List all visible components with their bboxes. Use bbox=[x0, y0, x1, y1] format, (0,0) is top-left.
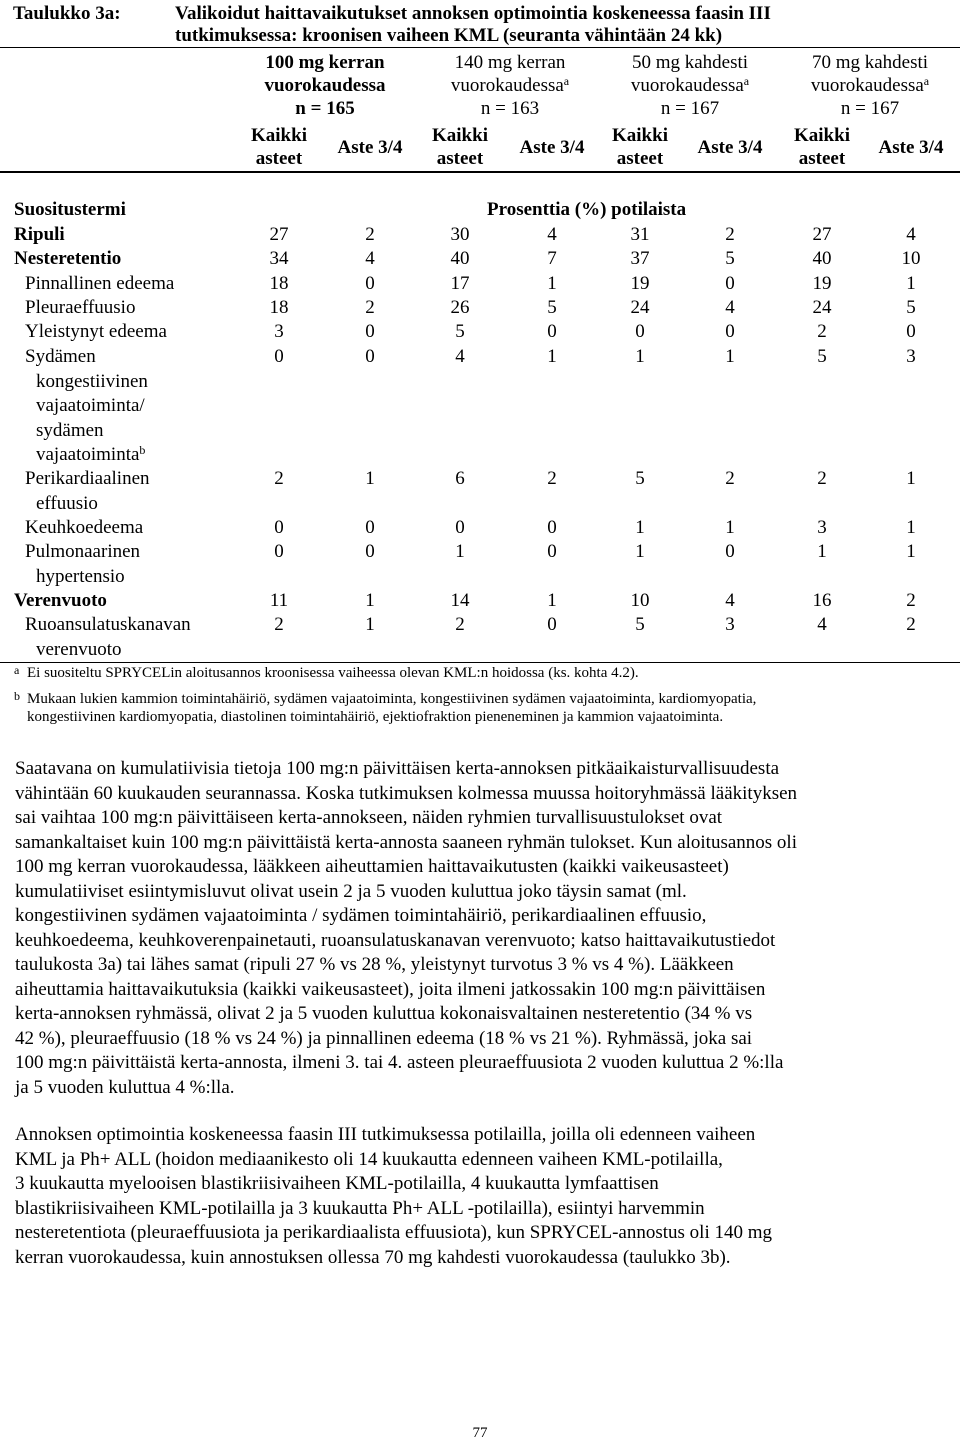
row-label-line bbox=[25, 272, 174, 297]
row-label bbox=[25, 540, 140, 589]
row-label-text: Verenvuoto bbox=[14, 590, 107, 611]
dose-group-line-1: 50 mg kahdesti bbox=[631, 52, 749, 73]
table-cell: 0 bbox=[906, 321, 916, 342]
footnote-text bbox=[27, 690, 756, 726]
table-cell: 34 bbox=[269, 248, 289, 269]
table-cell: 40 bbox=[812, 248, 832, 269]
table-cell: 4 bbox=[906, 224, 916, 245]
unit-header: Prosenttia (%) potilaista bbox=[487, 199, 687, 220]
paragraph-line: kerran vuorokaudessa, kuin annostuksen ollessa 70 mg kahdesti vuorokaudessa (taulukko 3b). bbox=[15, 1246, 731, 1268]
row-label bbox=[25, 296, 135, 321]
paragraph-line: nesteretentiota (pleuraeffuusiota ja perikardiaalista effuusiota), kun SPRYCEL-annostus oli 140 mg bbox=[15, 1222, 773, 1243]
paragraph-line: taulukosta 3a) tai lähes samat (ripuli 27 % vs 28 %, yleistynyt turvotus 3 % vs 4 %). Lääkkeen bbox=[15, 954, 734, 975]
table-cell: 16 bbox=[812, 590, 832, 611]
table-title-line-2: tutkimuksessa: kroonisen vaiheen KML (seuranta vähintään 24 kk) bbox=[175, 25, 723, 46]
table-cell: 37 bbox=[630, 248, 650, 269]
paragraph-line: ja 5 vuoden kuluttua 4 %:lla. bbox=[15, 1076, 235, 1098]
footnote-ref-b: b bbox=[139, 443, 146, 457]
row-label bbox=[14, 589, 107, 614]
paragraph-line: 100 mg kerran vuorokaudessa, lääkkeen aiheuttamien haittavaikutusten (kaikki vaikeusasteet) bbox=[15, 856, 729, 877]
sub-header-all-line-1: Kaikki bbox=[251, 125, 307, 146]
row-label-line bbox=[25, 540, 140, 565]
table-cell: 0 bbox=[274, 346, 284, 367]
dose-group-line-2-text: vuorokaudessa bbox=[264, 75, 386, 96]
table-cell: 6 bbox=[455, 468, 465, 489]
row-label-text: Pleuraeffuusio bbox=[25, 297, 136, 318]
table-cell: 4 bbox=[725, 297, 735, 318]
row-label-text: Pulmonaarinen bbox=[25, 541, 141, 562]
table-cell: 5 bbox=[455, 321, 465, 342]
sub-header-all-grades bbox=[239, 124, 319, 170]
sub-header-all-line-2: asteet bbox=[616, 148, 664, 169]
table-cell: 2 bbox=[817, 468, 827, 489]
row-label-line bbox=[25, 443, 148, 468]
table-cell: 14 bbox=[450, 590, 470, 611]
sub-header-grade-3-4: Aste 3/4 bbox=[519, 137, 585, 158]
row-label-line bbox=[25, 516, 143, 541]
sub-header-all-line-2: asteet bbox=[436, 148, 484, 169]
dose-group-line-2 bbox=[415, 74, 605, 97]
row-label bbox=[14, 223, 65, 248]
row-label-text: Yleistynyt edeema bbox=[25, 321, 167, 342]
table-cell: 0 bbox=[725, 273, 735, 294]
row-label bbox=[25, 467, 150, 516]
table-cell: 1 bbox=[635, 517, 645, 538]
sub-header-all-line-1: Kaikki bbox=[612, 125, 668, 146]
row-label-line bbox=[25, 394, 148, 419]
table-cell: 27 bbox=[269, 224, 289, 245]
table-cell: 1 bbox=[906, 468, 916, 489]
row-label-text: Nesteretentio bbox=[14, 248, 122, 269]
dose-group-line-2 bbox=[230, 74, 420, 97]
dose-group-n: n = 167 bbox=[840, 98, 900, 119]
table-cell: 18 bbox=[269, 273, 289, 294]
table-cell: 18 bbox=[269, 297, 289, 318]
sub-header-all-grades bbox=[782, 124, 862, 170]
table-cell: 5 bbox=[547, 297, 557, 318]
dose-group-line-2-text: vuorokaudessa bbox=[630, 75, 744, 96]
row-label-line bbox=[25, 345, 148, 370]
row-label-text: Perikardiaalinen bbox=[25, 468, 150, 489]
footnote-ref-a: a bbox=[563, 74, 570, 88]
dose-group-line-2 bbox=[595, 74, 785, 97]
row-label-text: hypertensio bbox=[36, 565, 125, 587]
row-label-line bbox=[25, 467, 150, 492]
sub-header-grade-3-4: Aste 3/4 bbox=[697, 137, 763, 158]
table-cell: 1 bbox=[365, 468, 375, 489]
table-cell: 4 bbox=[547, 224, 557, 245]
footnote-ref-a: a bbox=[923, 74, 930, 88]
table-cell: 5 bbox=[635, 614, 645, 635]
row-label-text: Ripuli bbox=[14, 224, 65, 245]
footnote-line: Ei suositeltu SPRYCELin aloitusannos kroonisessa vaiheessa olevan KML:n hoidossa (ks. kohta 4.2). bbox=[27, 665, 639, 681]
table-title-line-1: Valikoidut haittavaikutukset annoksen optimointia koskeneessa faasin III bbox=[175, 3, 771, 24]
sub-header-all-grades bbox=[600, 124, 680, 170]
table-cell: 2 bbox=[725, 224, 735, 245]
table-cell: 1 bbox=[635, 541, 645, 562]
table-cell: 4 bbox=[365, 248, 375, 269]
table-cell: 1 bbox=[365, 614, 375, 635]
table-cell: 0 bbox=[365, 321, 375, 342]
table-cell: 0 bbox=[274, 541, 284, 562]
table-cell: 10 bbox=[901, 248, 921, 269]
row-label bbox=[25, 320, 167, 345]
table-cell: 0 bbox=[725, 321, 735, 342]
table-cell: 0 bbox=[725, 541, 735, 562]
paragraph-line: kerta-annoksen ryhmässä, olivat 2 ja 5 vuoden kuluttua kokonaisvaltainen nesteretentio (34 % vs bbox=[15, 1003, 753, 1024]
row-label-text: vajaatoiminta bbox=[36, 444, 140, 465]
table-cell: 1 bbox=[725, 517, 735, 538]
dose-group-line-1: 100 mg kerran bbox=[265, 52, 385, 73]
paragraph-line: keuhkoedeema, keuhkoverenpainetauti, ruoansulatuskanavan verenvuoto; katso haittavaikutustiedot bbox=[15, 929, 776, 951]
row-label-text: verenvuoto bbox=[36, 638, 122, 660]
table-cell: 30 bbox=[450, 224, 470, 245]
table-cell: 5 bbox=[906, 297, 916, 318]
table-cell: 4 bbox=[725, 590, 735, 611]
table-cell: 3 bbox=[817, 517, 827, 538]
footnote-line: kongestiivinen kardiomyopatia, diastolinen toimintahäiriö, ejektiofraktion pieneneminen ja kammion vajaatoiminta. bbox=[27, 709, 724, 725]
table-cell: 4 bbox=[817, 614, 827, 635]
table-cell: 1 bbox=[817, 541, 827, 562]
table-cell: 2 bbox=[906, 590, 916, 611]
paragraph-line: kumulatiiviset esiintymisluvut olivat usein 2 ja 5 vuoden kuluttua joko täysin samat (ml. bbox=[15, 880, 687, 902]
term-column-header: Suositustermi bbox=[14, 199, 126, 220]
paragraph-line: kongestiivinen sydämen vajaatoiminta / sydämen toimintahäiriö, perikardiaalinen effuusio, bbox=[15, 905, 707, 926]
table-cell: 0 bbox=[547, 541, 557, 562]
paragraph bbox=[15, 757, 945, 1100]
paragraph-line: 100 mg:n päivittäistä kerta-annosta, ilmeni 3. tai 4. asteen pleuraeffuusiota 2 vuoden kuluttua 2 %:lla bbox=[15, 1052, 784, 1073]
dose-group-header bbox=[230, 51, 420, 120]
table-cell: 0 bbox=[365, 541, 375, 562]
table-cell: 40 bbox=[450, 248, 470, 269]
dose-group-n: n = 167 bbox=[660, 98, 720, 119]
row-label bbox=[14, 247, 121, 272]
paragraph-line: 42 %), pleuraeffuusio (18 % vs 24 %) ja pinnallinen edeema (18 % vs 21 %). Ryhmässä, joka sai bbox=[15, 1027, 753, 1049]
table-bottom-rule bbox=[0, 662, 960, 663]
table-cell: 27 bbox=[812, 224, 832, 245]
sub-header-grade-3-4: Aste 3/4 bbox=[337, 137, 403, 158]
paragraph-line: samankaltaiset kuin 100 mg:n päivittäistä kerta-annosta saaneen ryhmän tulokset. Kun aloitusannos oli bbox=[15, 831, 797, 853]
table-cell: 26 bbox=[450, 297, 470, 318]
table-cell: 2 bbox=[455, 614, 465, 635]
table-cell: 2 bbox=[274, 614, 284, 635]
table-cell: 3 bbox=[906, 346, 916, 367]
table-cell: 0 bbox=[274, 517, 284, 538]
table-cell: 3 bbox=[274, 321, 284, 342]
table-cell: 24 bbox=[630, 297, 650, 318]
table-cell: 2 bbox=[274, 468, 284, 489]
table-cell: 1 bbox=[547, 346, 557, 367]
table-cell: 31 bbox=[630, 224, 650, 245]
table-cell: 0 bbox=[635, 321, 645, 342]
dose-group-line-2 bbox=[775, 74, 960, 97]
row-label-line bbox=[25, 492, 150, 517]
row-label-text: sydämen bbox=[36, 419, 104, 441]
paragraph-line: 3 kuukautta myelooisen blastikriisivaiheen KML-potilailla, 4 kuukautta lymfaattisen bbox=[15, 1173, 659, 1194]
row-label-line bbox=[14, 589, 107, 614]
row-label-text: Pinnallinen edeema bbox=[25, 273, 175, 294]
sub-header-all-line-2: asteet bbox=[798, 148, 846, 169]
sub-header-grade-3-4: Aste 3/4 bbox=[878, 137, 944, 158]
table-cell: 5 bbox=[725, 248, 735, 269]
paragraph-line: vähintään 60 kuukauden seurannassa. Koska tutkimuksen kolmessa muussa hoitoryhmässä lääkityksen bbox=[15, 782, 798, 804]
dose-group-header bbox=[595, 51, 785, 120]
table-cell: 1 bbox=[635, 346, 645, 367]
table-cell: 17 bbox=[450, 273, 470, 294]
table-cell: 1 bbox=[455, 541, 465, 562]
paragraph-line: Annoksen optimointia koskeneessa faasin III tutkimuksessa potilailla, joilla oli edenneen vaiheen bbox=[15, 1124, 756, 1145]
dose-group-line-2-text: vuorokaudessa bbox=[810, 75, 924, 96]
row-label-line bbox=[25, 613, 191, 638]
table-title-rule bbox=[0, 47, 960, 48]
table-cell: 0 bbox=[365, 517, 375, 538]
sub-header-all-line-2: asteet bbox=[255, 148, 303, 169]
table-cell: 0 bbox=[365, 273, 375, 294]
paragraph-line: aiheuttamia haittavaikutuksia (kaikki vaikeusasteet), joita ilmeni jatkossakin 100 mg:n päivittäisen bbox=[15, 978, 766, 1000]
dose-group-line-1: 140 mg kerran bbox=[454, 52, 566, 73]
page-number: 77 bbox=[472, 1425, 488, 1441]
row-label-line bbox=[25, 370, 148, 395]
table-cell: 2 bbox=[365, 224, 375, 245]
table-cell: 0 bbox=[455, 517, 465, 538]
row-label-text: Sydämen bbox=[25, 346, 96, 367]
table-cell: 0 bbox=[547, 517, 557, 538]
table-cell: 1 bbox=[547, 590, 557, 611]
row-label-text: effuusio bbox=[36, 492, 98, 514]
dose-group-n: n = 163 bbox=[480, 98, 540, 119]
table-cell: 2 bbox=[817, 321, 827, 342]
paragraph-line: blastikriisivaiheen KML-potilailla ja 3 kuukautta Ph+ ALL -potilailla), esiintyi harvemmin bbox=[15, 1197, 705, 1219]
row-label-line bbox=[14, 223, 65, 248]
row-label-line bbox=[25, 565, 140, 590]
dose-group-header bbox=[775, 51, 960, 120]
row-label-line bbox=[14, 247, 121, 272]
sub-header-all-grades bbox=[420, 124, 500, 170]
table-cell: 7 bbox=[547, 248, 557, 269]
table-cell: 4 bbox=[455, 346, 465, 367]
table-cell: 0 bbox=[547, 614, 557, 635]
table-cell: 10 bbox=[630, 590, 650, 611]
table-cell: 1 bbox=[906, 273, 916, 294]
row-label-line bbox=[25, 638, 191, 663]
table-cell: 1 bbox=[365, 590, 375, 611]
row-label bbox=[25, 272, 174, 297]
table-cell: 0 bbox=[547, 321, 557, 342]
dose-group-line-1: 70 mg kahdesti bbox=[811, 52, 929, 73]
table-cell: 2 bbox=[725, 468, 735, 489]
table-cell: 19 bbox=[812, 273, 832, 294]
paragraph-line: Saatavana on kumulatiivisia tietoja 100 mg:n päivittäisen kerta-annoksen pitkäaikaisturvallisuudesta bbox=[15, 758, 780, 779]
dose-group-line-2-text: vuorokaudessa bbox=[450, 75, 564, 96]
table-cell: 1 bbox=[725, 346, 735, 367]
row-label-line bbox=[25, 419, 148, 444]
footnote-ref-a: a bbox=[743, 74, 750, 88]
dose-group-header bbox=[415, 51, 605, 120]
row-label-text: Keuhkoedeema bbox=[25, 517, 144, 538]
row-label-line bbox=[25, 320, 167, 345]
row-label bbox=[25, 516, 143, 541]
sub-header-all-line-1: Kaikki bbox=[794, 125, 850, 146]
row-label-line bbox=[25, 296, 135, 321]
table-cell: 3 bbox=[725, 614, 735, 635]
table-cell: 11 bbox=[269, 590, 289, 611]
sub-header-all-line-1: Kaikki bbox=[432, 125, 488, 146]
row-label-text: Ruoansulatuskanavan bbox=[25, 614, 191, 635]
footnote-line: Mukaan lukien kammion toimintahäiriö, sydämen vajaatoiminta, kongestiivinen sydämen vajaatoiminta, kardiomyopatia, bbox=[27, 691, 757, 707]
paragraph bbox=[15, 1123, 945, 1270]
row-label bbox=[25, 613, 191, 662]
table-cell: 2 bbox=[365, 297, 375, 318]
row-label bbox=[25, 345, 148, 468]
row-label-text: vajaatoiminta/ bbox=[36, 395, 145, 416]
table-cell: 1 bbox=[906, 517, 916, 538]
footnote-text bbox=[27, 664, 639, 682]
table-cell: 0 bbox=[365, 346, 375, 367]
paragraph-line: sai vaihtaa 100 mg:n päivittäiseen kerta-annokseen, näiden ryhmien turvallisuustulokset ovat bbox=[15, 807, 723, 828]
table-cell: 1 bbox=[547, 273, 557, 294]
paragraph-line: KML ja Ph+ ALL (hoidon mediaanikesto oli 14 kuukautta edenneen vaiheen KML-potilailla, bbox=[15, 1148, 723, 1170]
table-cell: 24 bbox=[812, 297, 832, 318]
table-cell: 2 bbox=[906, 614, 916, 635]
table-cell: 5 bbox=[635, 468, 645, 489]
table-cell: 2 bbox=[547, 468, 557, 489]
dose-group-n: n = 165 bbox=[295, 98, 355, 119]
row-label-text: kongestiivinen bbox=[36, 370, 148, 392]
table-cell: 19 bbox=[630, 273, 650, 294]
table-header-rule bbox=[0, 171, 960, 173]
table-label: Taulukko 3a: bbox=[13, 3, 121, 24]
table-cell: 5 bbox=[817, 346, 827, 367]
table-cell: 1 bbox=[906, 541, 916, 562]
